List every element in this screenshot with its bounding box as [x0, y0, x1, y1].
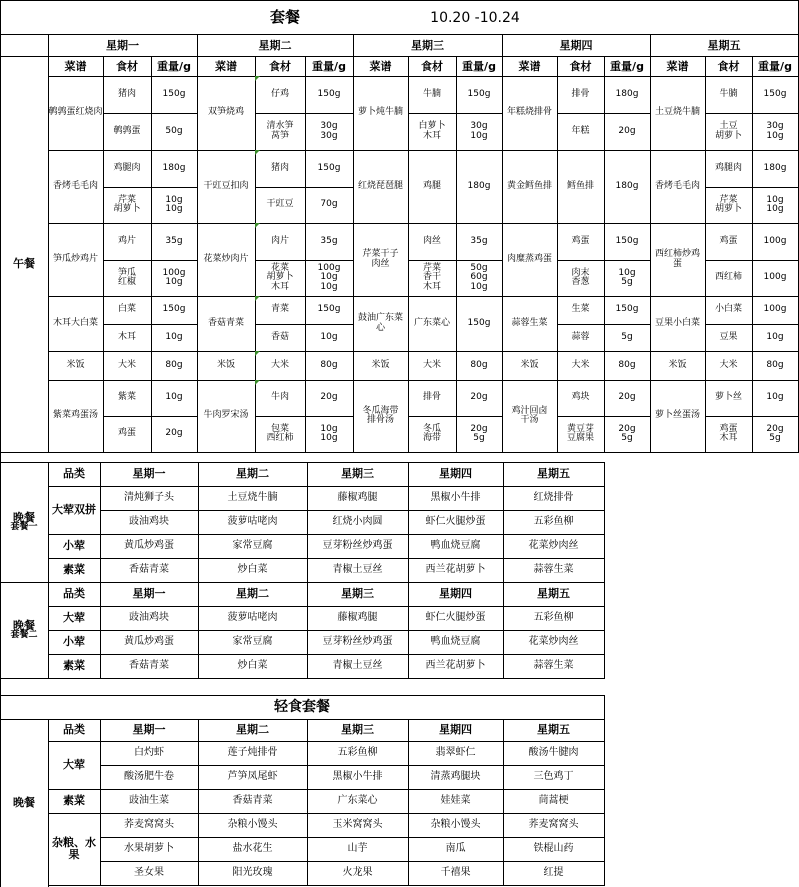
- ingredient: 大米: [117, 359, 136, 370]
- ingredient: 肉丝: [422, 235, 441, 246]
- column-header: 食材: [569, 59, 592, 73]
- dish-name: 鼓油广东菜 心: [357, 313, 403, 333]
- weight: 150g: [317, 88, 341, 99]
- weight: 100g: [763, 272, 787, 283]
- ingredient: 鸡蛋: [571, 235, 590, 246]
- dish-name: 木耳大白菜: [52, 317, 98, 328]
- dish-name: 萝卜炖牛腩: [357, 107, 403, 118]
- ingredient: 木耳: [117, 331, 136, 342]
- weight: 35g: [470, 235, 488, 246]
- ingredient: 排骨: [422, 392, 441, 403]
- dish: 五彩鱼柳: [337, 746, 378, 758]
- grid-line: [408, 462, 409, 583]
- dish: 藤椒鸡腿: [337, 611, 378, 623]
- dish: 茼蒿梗: [538, 794, 569, 806]
- table-header: 品类: [63, 723, 85, 737]
- weight: 10g: [766, 331, 784, 342]
- weight: 20g: [470, 392, 488, 403]
- table-header: 星期三: [341, 723, 374, 737]
- dish: 豉油鸡块: [129, 515, 169, 527]
- ingredient: 肉末 香葱: [571, 267, 590, 287]
- ingredient: 香菇: [270, 331, 289, 342]
- dish: 芦笋凤尾虾: [227, 770, 278, 782]
- ingredient: 干豇豆: [266, 199, 294, 210]
- dish: 莲子炖排骨: [227, 746, 278, 758]
- weight: 20g 5g: [470, 423, 488, 443]
- dish-name: 冬瓜海带 排骨汤: [362, 405, 399, 425]
- category: 小荤: [63, 539, 85, 553]
- weight: 10g 5g: [618, 267, 636, 287]
- grid-line: [408, 719, 409, 886]
- dinner-label: 晚餐: [12, 618, 35, 632]
- weight: 150g: [317, 304, 341, 315]
- column-header: 菜谱: [215, 59, 237, 73]
- ingredient: 鸡蛋: [719, 235, 738, 246]
- ingredient: 蒜蓉: [571, 331, 590, 342]
- grid-line: [198, 462, 199, 583]
- dish-name: 米饭: [520, 359, 539, 370]
- weight: 150g: [615, 235, 639, 246]
- dish: 水果胡萝卜: [124, 842, 174, 854]
- dish: 炒白菜: [237, 563, 268, 575]
- grid-line: [198, 719, 199, 886]
- weight: 70g: [320, 199, 338, 210]
- dish: 酸汤牛腱肉: [528, 746, 579, 758]
- dish: 三色鸡丁: [533, 770, 574, 782]
- ingredient: 芹菜 胡萝卜: [714, 194, 742, 214]
- weight: 100g: [763, 304, 787, 315]
- weight: 20g 5g: [618, 423, 636, 443]
- dish: 黑椒小牛排: [332, 770, 383, 782]
- weight: 80g: [470, 359, 488, 370]
- weight: 20g: [618, 392, 636, 403]
- grid-line: [100, 582, 101, 679]
- weight: 180g: [615, 88, 639, 99]
- weight: 10g 10g: [165, 194, 183, 214]
- ingredient: 大米: [422, 359, 441, 370]
- weight: 10g: [320, 331, 338, 342]
- dish: 青椒土豆丝: [332, 659, 383, 671]
- ingredient: 鹌鹑蛋: [113, 125, 141, 136]
- dish-name: 鹌鹑蛋红烧肉: [48, 107, 103, 118]
- lunch-label: 午餐: [13, 257, 35, 271]
- weight: 10g: [165, 392, 183, 403]
- ingredient: 大米: [255, 351, 305, 380]
- day-header: 星期四: [559, 38, 593, 52]
- weight: 80g: [165, 359, 183, 370]
- category: 杂粮、水 果: [52, 836, 96, 861]
- dish: 炒白菜: [237, 659, 268, 671]
- date-range: 10.20 -10.24: [430, 9, 520, 26]
- ingredient: 鳕鱼排: [566, 180, 594, 191]
- grid-line: [307, 719, 308, 886]
- grid-line: [0, 452, 799, 453]
- grid-line: [100, 719, 101, 886]
- dish: 荞麦窝窝头: [124, 818, 174, 830]
- day-header: 星期三: [411, 38, 444, 52]
- grid-line: [503, 582, 504, 679]
- dish: 豆芽粉丝炒鸡蛋: [322, 539, 393, 551]
- weight: 10g: [165, 331, 183, 342]
- column-header: 食材: [269, 59, 291, 73]
- set-label: 套餐二: [10, 630, 38, 641]
- ingredient: 肉片: [255, 223, 305, 260]
- dinner-label: 晚餐: [12, 510, 35, 524]
- ingredient: 生菜: [571, 304, 590, 315]
- dish: 家常豆腐: [232, 635, 273, 647]
- column-header: 食材: [717, 59, 740, 73]
- dish: 鸭血烧豆腐: [430, 539, 481, 551]
- column-header: 菜谱: [518, 59, 541, 73]
- dish: 南瓜: [445, 842, 466, 854]
- dish: 荞麦窝窝头: [528, 818, 579, 830]
- ingredient: 青菜: [255, 296, 305, 324]
- ingredient: 清水笋 莴笋: [266, 121, 294, 141]
- ingredient: 萝卜丝: [714, 392, 742, 403]
- dish: 西兰花胡萝卜: [425, 563, 486, 575]
- ingredient: 西红柿: [714, 272, 742, 283]
- dish: 虾仁火腿炒蛋: [425, 515, 486, 527]
- table-header: 品类: [63, 587, 85, 601]
- dish: 黑椒小牛排: [430, 491, 481, 503]
- dish-name: 米饭: [371, 359, 390, 370]
- ingredient: 鸡片: [117, 235, 136, 246]
- dish: 蒜蓉生菜: [533, 659, 574, 671]
- weight: 80g: [618, 359, 636, 370]
- dish: 花菜炒肉丝: [528, 539, 579, 551]
- grid-line: [0, 678, 605, 679]
- ingredient: 白萝卜 木耳: [418, 121, 446, 141]
- grid-line: [48, 582, 49, 679]
- category: 素菜: [63, 563, 85, 577]
- table-header: 星期一: [132, 723, 166, 737]
- dinner2-label: [0, 582, 48, 678]
- column-header: 菜谱: [64, 59, 87, 73]
- column-header: 菜谱: [666, 59, 689, 73]
- ingredient: 豆果: [719, 331, 738, 342]
- grid-line: [48, 719, 49, 887]
- ingredient: 冬瓜 海带: [422, 423, 441, 443]
- category: 小荤: [63, 635, 85, 649]
- ingredient: 牛腩: [422, 88, 441, 99]
- weight: 180g: [467, 180, 491, 191]
- weight: 100g 10g: [162, 267, 186, 287]
- category: 大荤: [63, 758, 85, 772]
- dish-name: 香烤毛毛肉: [654, 180, 700, 191]
- category: 大荤: [63, 611, 85, 625]
- dish: 香菇青菜: [232, 794, 273, 806]
- dish: 菠萝咕咾肉: [227, 515, 278, 527]
- column-header: 重量/g: [462, 59, 496, 73]
- dish: 山芋: [347, 842, 368, 854]
- weight: 10g: [766, 392, 784, 403]
- ingredient: 紫菜: [117, 392, 136, 403]
- dish: 白灼虾: [134, 746, 164, 758]
- dish: 豆芽粉丝炒鸡蛋: [322, 635, 393, 647]
- dish: 家常豆腐: [232, 539, 273, 551]
- dish-name: 干豇豆扣肉: [203, 180, 249, 191]
- dish-name: 土豆烧牛腩: [654, 107, 700, 118]
- dish: 五彩鱼柳: [533, 515, 574, 527]
- dish: 土豆烧牛腩: [227, 491, 278, 503]
- light-title: 轻食套餐: [274, 698, 330, 715]
- dinner1-label: [0, 462, 48, 582]
- dish-name: 香菇青菜: [207, 317, 244, 328]
- dish: 盐水花生: [232, 842, 273, 854]
- ingredient: 鸡蛋: [117, 428, 136, 439]
- dish: 杂粮小馒头: [430, 818, 481, 830]
- dish: 西兰花胡萝卜: [425, 659, 486, 671]
- grid-line: [198, 582, 199, 679]
- grid-line: [0, 0, 799, 1]
- weight: 20g 5g: [766, 423, 784, 443]
- grid-line: [408, 582, 409, 679]
- weight: 20g: [165, 428, 183, 439]
- weight: 180g: [162, 162, 186, 173]
- dish: 豉油鸡块: [129, 611, 169, 623]
- dish: 花菜炒肉丝: [528, 635, 579, 647]
- dish-name: 红烧琵琶腿: [357, 180, 403, 191]
- ingredient: 广东菜心: [413, 317, 450, 328]
- dish-name: 黄金鳕鱼排: [506, 180, 552, 191]
- dish: 红提: [543, 866, 564, 878]
- column-header: 重量/g: [610, 59, 644, 73]
- dish: 千禧果: [440, 866, 471, 878]
- weight: 35g: [165, 235, 183, 246]
- dish-name: 肉糜蒸鸡蛋: [506, 253, 552, 264]
- dish: 豉油生菜: [129, 794, 169, 806]
- dish-name: 笋瓜炒鸡片: [52, 253, 98, 264]
- dish-name: 萝卜丝蛋汤: [654, 410, 700, 421]
- weight: 150g: [615, 304, 639, 315]
- weight: 100g 10g 10g: [317, 262, 341, 292]
- dish: 圣女果: [134, 866, 164, 878]
- weight: 10g 10g: [766, 194, 784, 214]
- ingredient: 笋瓜 红椒: [117, 267, 136, 287]
- ingredient: 牛腩: [719, 88, 738, 99]
- weight: 150g: [467, 317, 491, 328]
- ingredient: 牛肉: [255, 380, 305, 416]
- weight: 50g: [165, 125, 183, 136]
- set-label: 套餐一: [10, 522, 38, 533]
- dish-name: 西红柿炒鸡 蛋: [654, 249, 700, 269]
- table-header: 星期四: [439, 723, 472, 737]
- ingredient: 鸡腿肉: [714, 162, 742, 173]
- ingredient: 排骨: [571, 88, 590, 99]
- dish: 清蒸鸡腿块: [430, 770, 481, 782]
- ingredient: 小白菜: [714, 304, 742, 315]
- table-header: 星期四: [439, 467, 472, 481]
- dish: 鸭血烧豆腐: [430, 635, 481, 647]
- dish-name: 芹菜干子 肉丝: [362, 249, 399, 269]
- dish: 黄瓜炒鸡蛋: [124, 635, 174, 647]
- table-header: 星期二: [236, 467, 269, 481]
- weight: 20g: [320, 392, 338, 403]
- column-header: 重量/g: [312, 59, 346, 73]
- category: 素菜: [63, 794, 85, 808]
- weight: 80g: [766, 359, 784, 370]
- weight: 50g 60g 10g: [470, 262, 488, 292]
- dish-name: 鸡汁回卤 干汤: [511, 405, 548, 425]
- grid-line: [604, 582, 605, 679]
- dish: 藤椒鸡腿: [337, 491, 378, 503]
- column-header: 重量/g: [758, 59, 792, 73]
- column-header: 食材: [421, 59, 443, 73]
- weight: 100g: [763, 235, 787, 246]
- column-header: 重量/g: [157, 59, 191, 73]
- dish: 黄瓜炒鸡蛋: [124, 539, 174, 551]
- dish-name: 蒜蓉生菜: [511, 317, 548, 328]
- column-header: 菜谱: [369, 59, 392, 73]
- ingredient: 大米: [719, 359, 738, 370]
- weight: 35g: [320, 235, 338, 246]
- dish: 广东菜心: [337, 794, 378, 806]
- table-header: 星期五: [537, 723, 570, 737]
- category: 大荤双拼: [52, 503, 96, 517]
- weight: 30g 30g: [320, 121, 338, 141]
- dish: 清炖狮子头: [124, 491, 174, 503]
- ingredient: 猪肉: [117, 88, 136, 99]
- dish-name: 米饭: [668, 359, 687, 370]
- dish: 火龙果: [342, 866, 373, 878]
- dish-name: 紫菜鸡蛋汤: [52, 410, 98, 421]
- category: 素菜: [63, 659, 85, 673]
- dish-name: 米饭: [216, 359, 235, 370]
- ingredient: 鸡腿: [422, 180, 441, 191]
- dish: 红烧小肉圆: [332, 515, 383, 527]
- dish-name: 牛肉罗宋汤: [203, 410, 249, 421]
- dish-name: 香烤毛毛肉: [52, 180, 98, 191]
- page-title: 套餐: [269, 8, 300, 27]
- dish-name: 米饭: [66, 359, 85, 370]
- weight: 150g: [162, 304, 186, 315]
- dish: 娃娃菜: [440, 794, 471, 806]
- dish-name: 花菜炒肉片: [203, 253, 249, 264]
- dish: 蒜蓉生菜: [533, 563, 574, 575]
- ingredient: 仔鸡: [255, 76, 305, 113]
- ingredient: 黄豆芽 豆腐果: [566, 423, 594, 443]
- weight: 30g 10g: [470, 121, 488, 141]
- light-dinner-label: 晚餐: [13, 795, 35, 809]
- ingredient: 鸡腿肉: [113, 162, 141, 173]
- dish-name: 双笋烧鸡: [207, 107, 244, 118]
- day-header: 星期一: [106, 38, 139, 52]
- table-header: 星期四: [439, 587, 472, 601]
- grid-line: [604, 462, 605, 583]
- weight: 150g: [467, 88, 491, 99]
- table-header: 星期二: [236, 723, 269, 737]
- ingredient: 猪肉: [255, 150, 305, 187]
- dish-name: 年糕烧排骨: [506, 107, 552, 118]
- dish: 红烧排骨: [533, 491, 574, 503]
- weight: 30g 10g: [766, 121, 784, 141]
- weight: 150g: [162, 88, 186, 99]
- dish: 杂粮小馒头: [227, 818, 278, 830]
- table-header: 品类: [63, 467, 85, 481]
- grid-line: [307, 462, 308, 583]
- ingredient: 芹菜 香干 木耳: [422, 262, 441, 292]
- table-header: 星期三: [341, 587, 374, 601]
- ingredient: 大米: [571, 359, 590, 370]
- ingredient: 白菜: [117, 304, 136, 315]
- table-header: 星期五: [537, 467, 570, 481]
- dish: 虾仁火腿炒蛋: [425, 611, 486, 623]
- ingredient: 鸡蛋 木耳: [719, 423, 738, 443]
- weight: 180g: [763, 162, 787, 173]
- ingredient: 鸡块: [571, 392, 590, 403]
- dish: 玉米窝窝头: [332, 818, 383, 830]
- weight: 150g: [763, 88, 787, 99]
- dish: 香菇青菜: [129, 563, 169, 575]
- grid-line: [604, 719, 605, 886]
- weight: 20g: [618, 125, 636, 136]
- grid-line: [503, 462, 504, 583]
- grid-line: [307, 582, 308, 679]
- ingredient: 包菜 西红柿: [266, 423, 294, 443]
- table-header: 星期二: [236, 587, 269, 601]
- table-header: 星期一: [132, 467, 166, 481]
- weight: 180g: [615, 180, 639, 191]
- table-header: 星期五: [537, 587, 570, 601]
- weight: 10g 10g: [320, 423, 338, 443]
- day-header: 星期五: [707, 38, 741, 52]
- dish-name: 豆果小白菜: [654, 317, 700, 328]
- dish: 翡翠虾仁: [435, 746, 476, 758]
- weight: 150g: [317, 162, 341, 173]
- dish: 香菇青菜: [129, 659, 169, 671]
- day-header: 星期二: [258, 38, 292, 52]
- grid-line: [48, 462, 49, 583]
- grid-line: [100, 462, 101, 583]
- ingredient: 花菜 胡萝卜 木耳: [266, 262, 294, 292]
- weight: 80g: [320, 359, 338, 370]
- weight: 5g: [621, 331, 633, 342]
- dish: 菠萝咕咾肉: [227, 611, 278, 623]
- dish: 铁棍山药: [533, 842, 574, 854]
- dish: 青椒土豆丝: [332, 563, 383, 575]
- table-header: 星期三: [341, 467, 374, 481]
- ingredient: 土豆 胡萝卜: [714, 121, 742, 141]
- column-header: 食材: [116, 59, 138, 73]
- dish: 五彩鱼柳: [533, 611, 574, 623]
- ingredient: 年糕: [571, 125, 590, 136]
- grid-line: [604, 695, 605, 720]
- grid-line: [503, 719, 504, 886]
- ingredient: 芹菜 胡萝卜: [113, 194, 141, 214]
- dish: 酸汤肥牛卷: [124, 770, 174, 782]
- table-header: 星期一: [132, 587, 166, 601]
- dish: 阳光玫瑰: [232, 866, 273, 878]
